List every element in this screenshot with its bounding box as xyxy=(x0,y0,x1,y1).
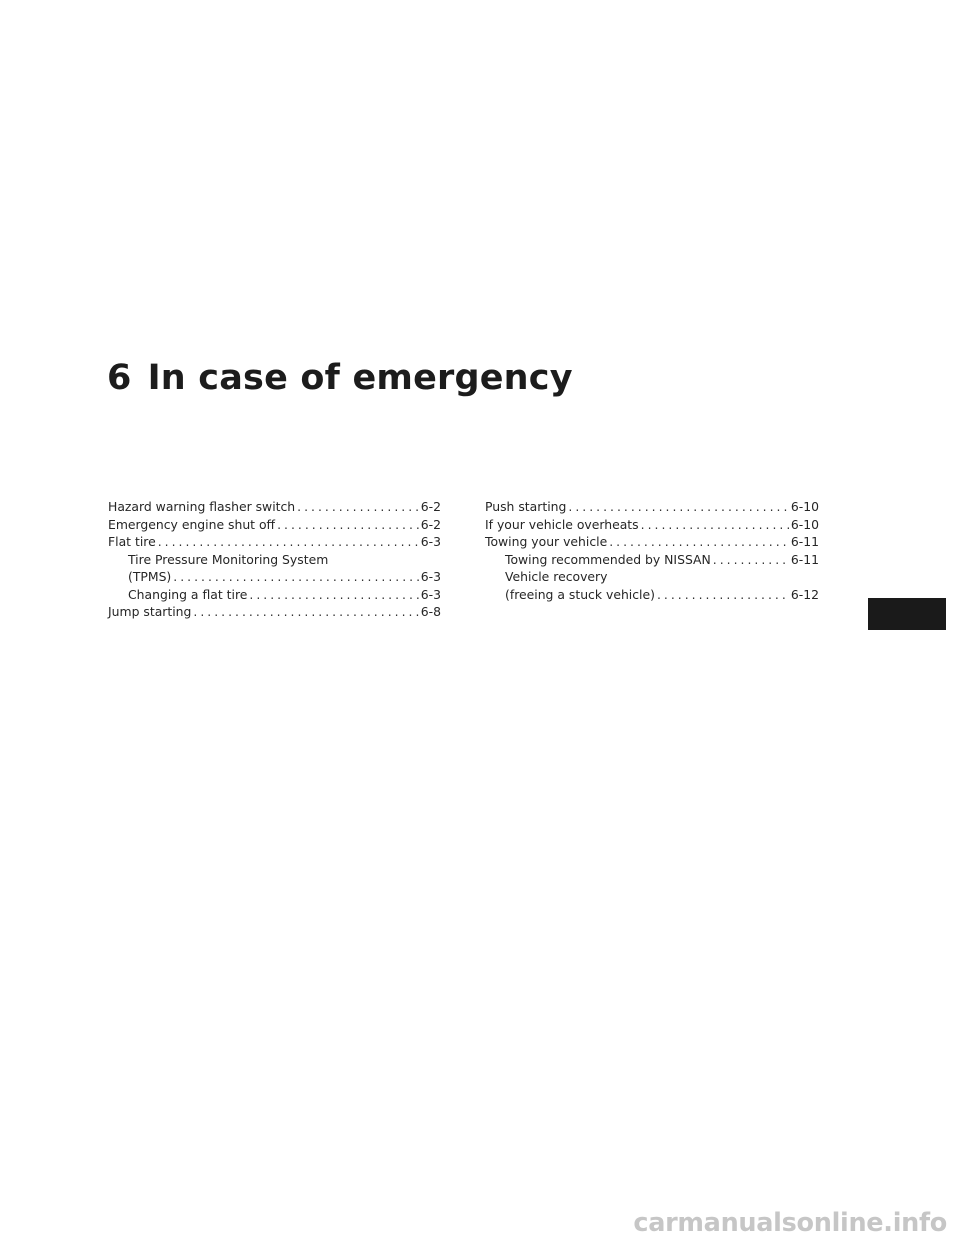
leader-dots xyxy=(657,586,789,604)
toc-entry-label: Push starting xyxy=(485,499,567,514)
toc-entry[interactable] xyxy=(485,533,819,551)
toc-entry-label: Vehicle recovery xyxy=(505,569,608,584)
toc-entry-page: 6-8 xyxy=(420,604,441,619)
leader-dots xyxy=(609,533,789,551)
leader-dots xyxy=(173,568,418,586)
toc-entry-label-continued: (freeing a stuck vehicle) xyxy=(505,586,655,602)
toc-entry-page: 6-3 xyxy=(420,586,441,602)
toc-entry[interactable] xyxy=(108,533,441,551)
chapter-thumb-tab xyxy=(868,598,946,630)
toc-entry-page: 6-11 xyxy=(790,534,819,549)
toc-entry-page: 6-3 xyxy=(420,534,441,549)
toc-entry-page: 6-3 xyxy=(420,569,441,584)
toc-entry[interactable] xyxy=(108,498,441,516)
leader-dots xyxy=(249,586,418,604)
leader-dots xyxy=(193,603,418,621)
chapter-number: 6 xyxy=(107,358,132,398)
leader-dots xyxy=(713,551,789,569)
toc-entry-label: Towing your vehicle xyxy=(485,534,608,549)
toc-entry-label: Towing recommended by NISSAN xyxy=(505,551,711,567)
toc-entry-label: Emergency engine shut off xyxy=(108,516,276,532)
watermark: carmanualsonline.info xyxy=(633,1208,947,1238)
toc-entry-label-continued: (TPMS) xyxy=(128,569,172,584)
toc-entry-page: 6-10 xyxy=(790,499,819,514)
toc-subentry[interactable] xyxy=(108,586,441,604)
toc-subentry[interactable] xyxy=(485,586,819,604)
toc-subentry[interactable] xyxy=(108,568,441,586)
toc-entry-label: Tire Pressure Monitoring System xyxy=(128,551,329,567)
toc-entry[interactable] xyxy=(485,516,819,534)
toc-entry-page: 6-2 xyxy=(420,499,441,514)
toc-entry-label: Hazard warning flasher switch xyxy=(108,499,296,514)
leader-dots xyxy=(641,516,789,534)
toc-entry-page: 6-11 xyxy=(790,551,819,567)
toc-subentry-heading[interactable] xyxy=(485,568,819,586)
leader-dots xyxy=(297,498,419,516)
toc-subentry-heading[interactable] xyxy=(108,551,441,569)
toc-entry[interactable] xyxy=(485,498,819,516)
toc-entry-label: If your vehicle overheats xyxy=(485,516,639,532)
toc-entry[interactable] xyxy=(108,516,441,534)
leader-dots xyxy=(277,516,419,534)
toc-entry-page: 6-2 xyxy=(420,516,441,532)
toc-subentry[interactable] xyxy=(485,551,819,569)
toc-entry-page: 6-12 xyxy=(790,586,819,602)
toc-left-column xyxy=(108,498,441,621)
toc-entry[interactable] xyxy=(108,603,441,621)
chapter-title xyxy=(107,358,573,398)
toc-entry-page: 6-10 xyxy=(790,516,819,532)
toc-entry-label: Jump starting xyxy=(108,604,192,619)
chapter-title-text: In case of emergency xyxy=(147,358,573,398)
leader-dots xyxy=(158,533,419,551)
toc-right-column xyxy=(485,498,819,603)
leader-dots xyxy=(568,498,789,516)
toc-entry-label: Flat tire xyxy=(108,534,156,549)
toc-entry-label: Changing a flat tire xyxy=(128,586,248,602)
